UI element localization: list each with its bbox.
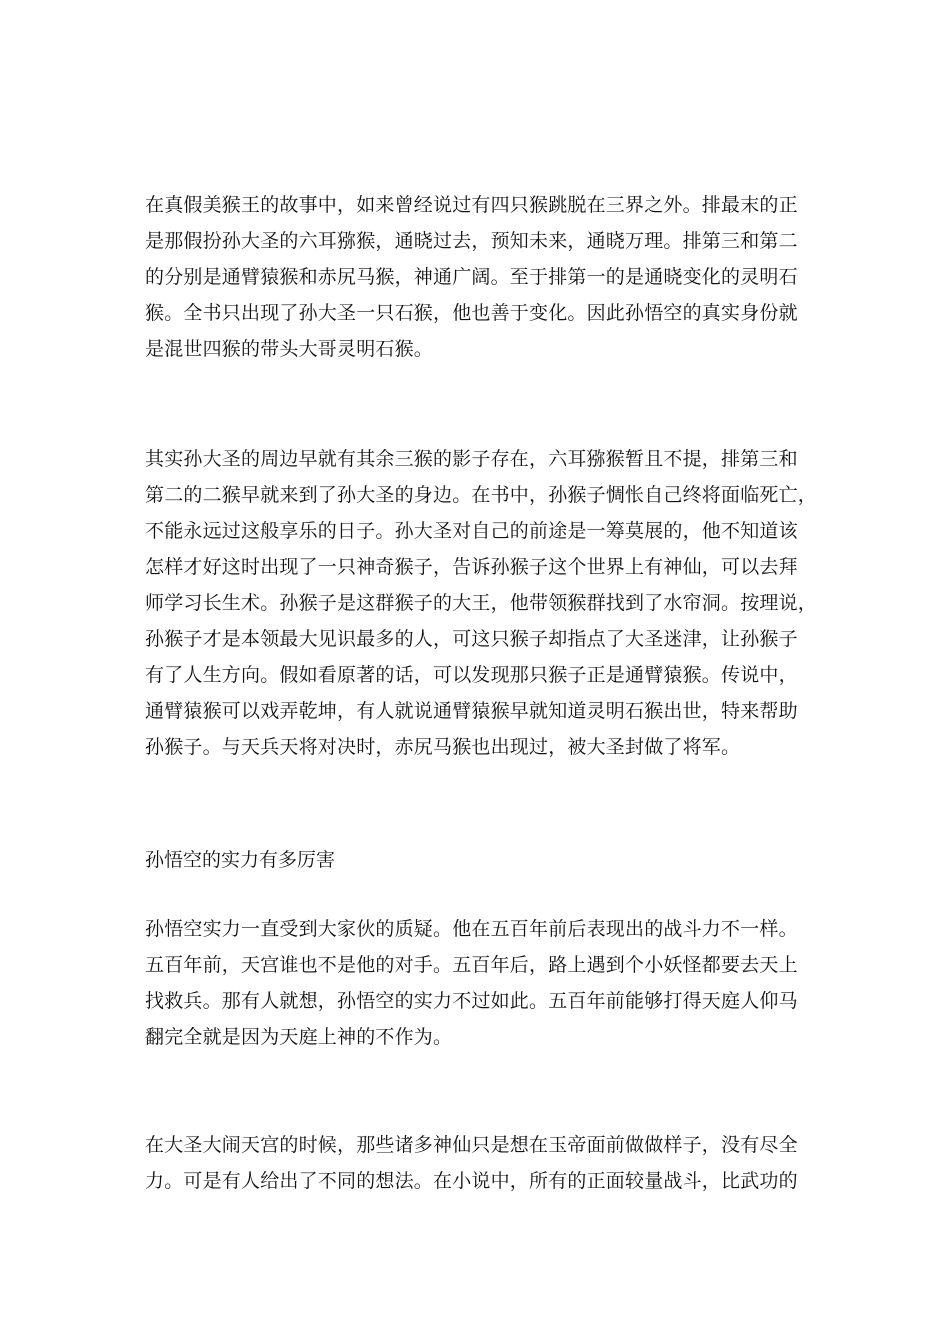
paragraph-line: 通臂猿猴可以戏弄乾坤，有人就说通臂猿猴早就知道灵明石猴出世，特来帮助 [145, 700, 798, 722]
paragraph-line: 在大圣大闹天宫的时候，那些诸多神仙只是想在玉帝面前做做样子，没有尽全 [145, 1134, 798, 1156]
section-heading: 孙悟空的实力有多厉害 [145, 849, 336, 871]
paragraph-1 [145, 187, 805, 367]
paragraph-4 [145, 1127, 805, 1199]
paragraph-line: 是混世四猴的带头大哥灵明石猴。 [145, 338, 434, 360]
paragraph-line: 有了人生方向。假如看原著的话，可以发现那只猴子正是通臂猿猴。传说中， [145, 664, 798, 686]
paragraph-line: 孙猴子。与天兵天将对决时，赤尻马猴也出现过，被大圣封做了将军。 [145, 736, 741, 758]
paragraph-line: 力。可是有人给出了不同的想法。在小说中，所有的正面较量战斗，比武功的 [145, 1170, 798, 1192]
paragraph-line: 的分别是通臂猿猴和赤尻马猴，神通广阔。至于排第一的是通晓变化的灵明石 [145, 266, 798, 288]
paragraph-line: 怎样才好这时出现了一只神奇猴子，告诉孙猴子这个世界上有神仙，可以去拜 [145, 556, 798, 578]
paragraph-line: 师学习长生术。孙猴子是这群猴子的大王，他带领猴群找到了水帘洞。按理说， [145, 592, 818, 614]
paragraph-line: 孙悟空实力一直受到大家伙的质疑。他在五百年前后表现出的战斗力不一样。 [145, 918, 798, 940]
paragraph-line: 猴。全书只出现了孙大圣一只石猴，他也善于变化。因此孙悟空的真实身份就 [145, 302, 798, 324]
paragraph-line: 其实孙大圣的周边早就有其余三猴的影子存在，六耳猕猴暂且不提，排第三和 [145, 448, 798, 470]
paragraph-3 [145, 911, 805, 1055]
paragraph-line: 五百年前，天宫谁也不是他的对手。五百年后，路上遇到个小妖怪都要去天上 [145, 954, 798, 976]
paragraph-line: 孙猴子才是本领最大见识最多的人，可这只猴子却指点了大圣迷津，让孙猴子 [145, 628, 798, 650]
paragraph-line: 是那假扮孙大圣的六耳猕猴，通晓过去，预知未来，通晓万理。排第三和第二 [145, 230, 798, 252]
paragraph-line: 找救兵。那有人就想，孙悟空的实力不过如此。五百年前能够打得天庭人仰马 [145, 990, 798, 1012]
paragraph-line: 第二的二猴早就来到了孙大圣的身边。在书中，孙猴子惆怅自己终将面临死亡， [145, 484, 818, 506]
paragraph-line: 不能永远过这般享乐的日子。孙大圣对自己的前途是一筹莫展的，他不知道该 [145, 520, 798, 542]
paragraph-line: 翻完全就是因为天庭上神的不作为。 [145, 1026, 453, 1048]
paragraph-2 [145, 441, 818, 765]
paragraph-line: 在真假美猴王的故事中，如来曾经说过有四只猴跳脱在三界之外。排最末的正 [145, 194, 798, 216]
